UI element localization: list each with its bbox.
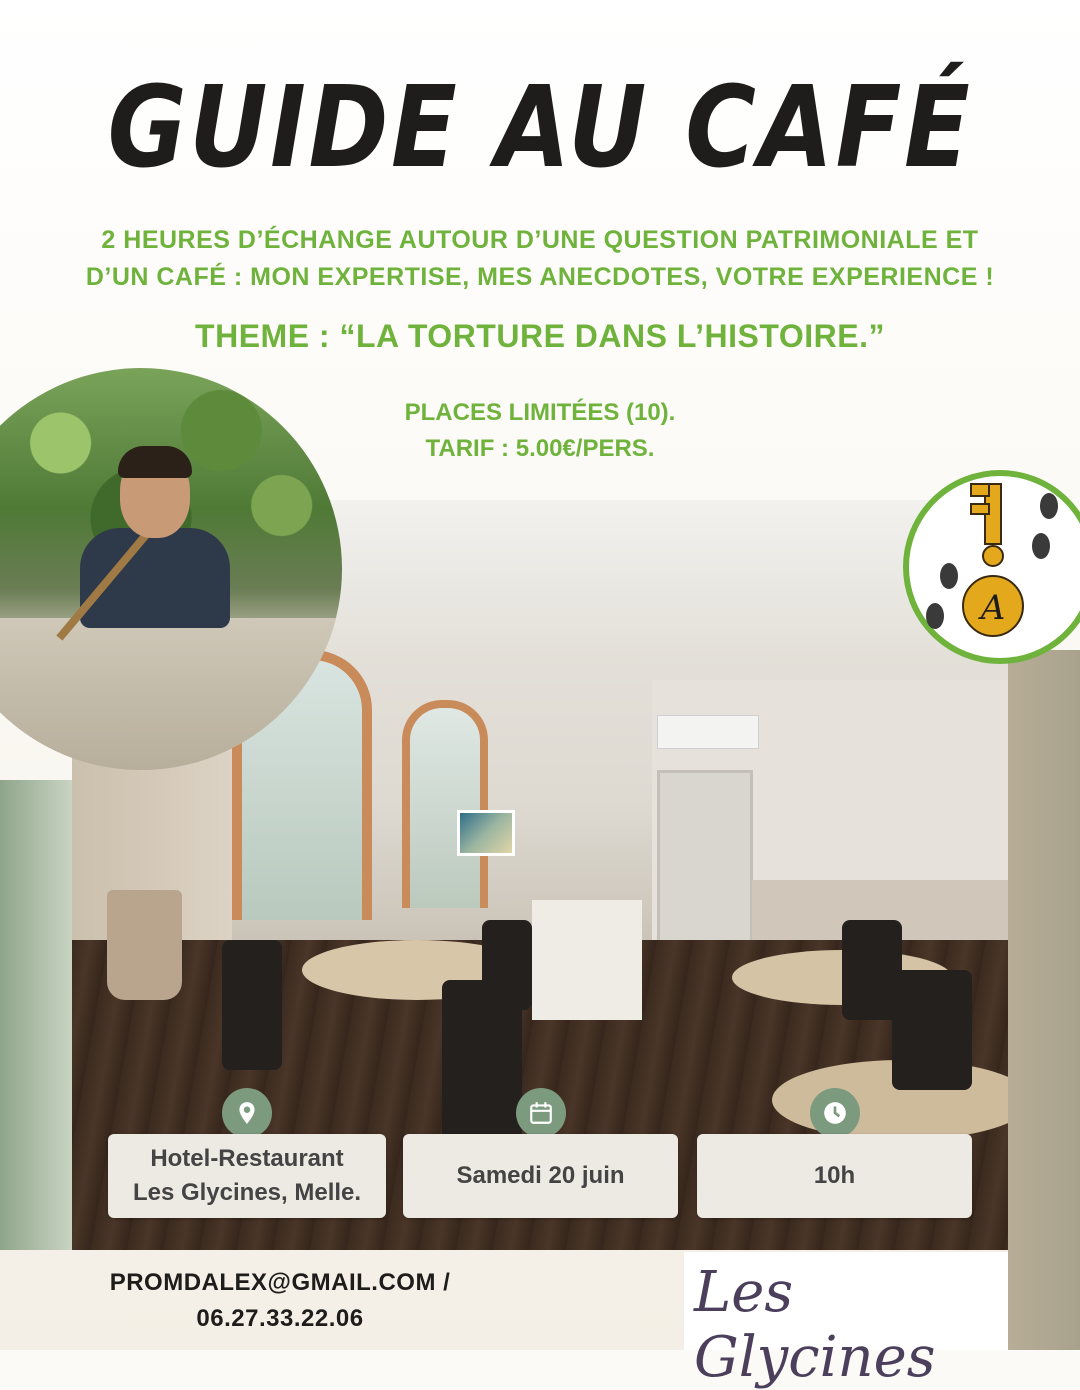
theme-heading: THEME : “LA TORTURE DANS L’HISTOIRE.”: [195, 318, 885, 354]
clock-icon: [810, 1088, 860, 1138]
subtitle-line-2: D’UN CAFÉ : MON EXPERTISE, MES ANECDOTES, VOTRE EXPERIENCE !: [85, 263, 995, 291]
date-card: [403, 1134, 678, 1218]
portrait-body: [80, 528, 230, 628]
photo-chair: [892, 970, 972, 1090]
price-tarif: TARIF : 5.00€/PERS.: [425, 435, 655, 462]
calendar-icon: [516, 1088, 566, 1138]
places-info: [330, 395, 750, 467]
photo-counter: [532, 900, 642, 1020]
signature-text: Les Glycines: [694, 1260, 936, 1390]
left-decor-strip: [0, 780, 72, 1250]
guide-portrait: [0, 368, 342, 770]
time-card: [697, 1134, 972, 1218]
contact-phone: 06.27.33.22.06: [196, 1305, 364, 1332]
photo-painting: [457, 810, 515, 856]
right-decor-strip: [1008, 650, 1080, 1350]
contact-info: [60, 1265, 500, 1337]
places-limit: PLACES LIMITÉES (10).: [404, 399, 676, 426]
time-text: 10h: [813, 1162, 856, 1189]
key-logo-icon: [909, 476, 1079, 646]
key-logo-badge: [903, 470, 1080, 664]
location-pin-icon: [222, 1088, 272, 1138]
photo-plant-pot: [107, 890, 182, 1000]
contact-email: PROMDALEX@GMAIL.COM /: [109, 1269, 451, 1296]
poster-title: GUIDE AU CAFÉ: [107, 63, 973, 193]
location-text: [133, 1142, 361, 1210]
photo-chair: [482, 920, 532, 1010]
portrait-hair: [118, 446, 192, 478]
location-card: [108, 1134, 386, 1218]
location-line-1: Hotel-Restaurant: [150, 1145, 344, 1172]
photo-air-conditioner: [657, 715, 759, 749]
date-text: Samedi 20 juin: [456, 1162, 625, 1189]
glycines-signature-logo: [684, 1252, 1008, 1390]
photo-chair: [222, 940, 282, 1070]
portrait-stone: [0, 618, 342, 770]
poster-subtitle: [20, 222, 1060, 296]
location-line-2: Les Glycines, Melle.: [132, 1179, 362, 1206]
subtitle-line-1: 2 HEURES D’ÉCHANGE AUTOUR D’UNE QUESTION PATRIMONIALE ET: [101, 226, 979, 254]
svg-text:A: A: [980, 588, 1006, 628]
photo-arch-window-small: [402, 700, 488, 908]
